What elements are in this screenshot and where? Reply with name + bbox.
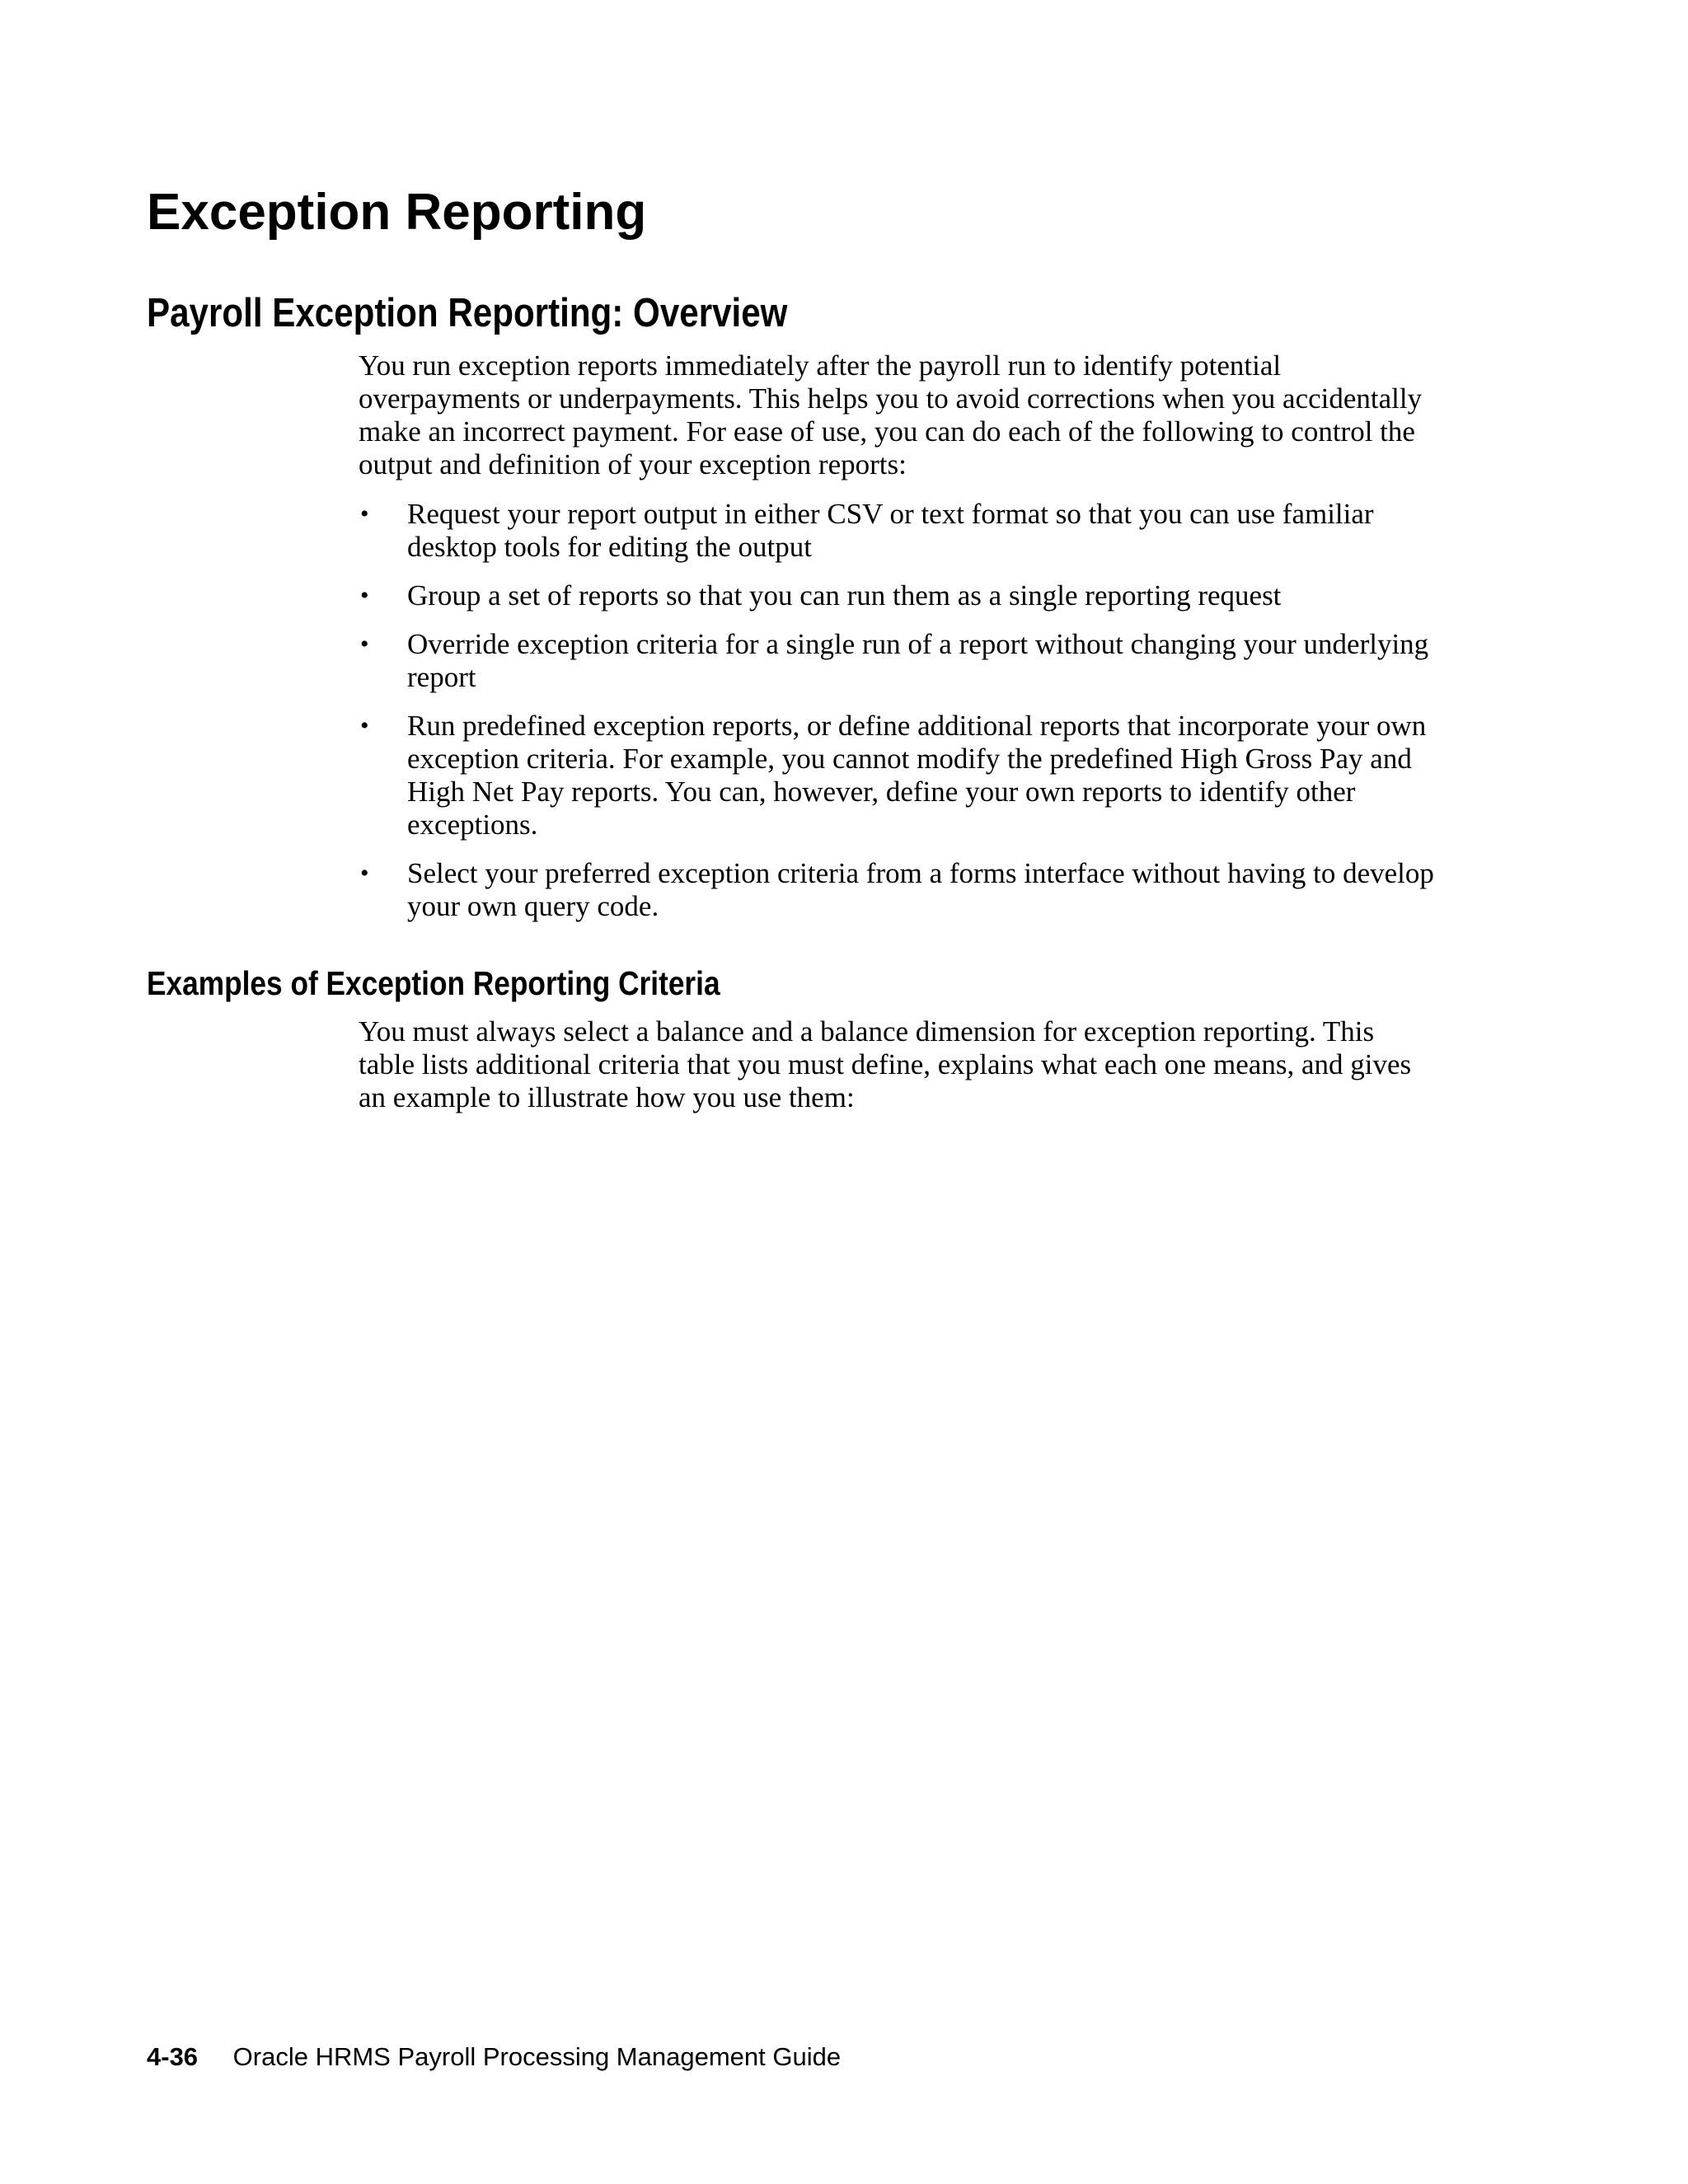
subsection-heading: Examples of Exception Reporting Criteria: [147, 964, 720, 1002]
overview-paragraph: You run exception reports immediately after the payroll run to identify potential overpayments or underpayments. This helps you to avoid corrections when you accidentally make an incorrect payment. For ease of use, you can do each of the following to control the output and definition of your exception reports:: [359, 349, 1423, 480]
bullet-icon: •: [360, 582, 369, 609]
bullet-icon: •: [360, 630, 369, 658]
list-item-text: Override exception criteria for a single run of a report without changing your underlying report: [407, 628, 1429, 693]
list-item-text: Run predefined exception reports, or define additional reports that incorporate your own exception criteria. For example, you cannot modify the predefined High Gross Pay and High Net Pay reports. You can, however, define your own reports to identify other exceptions.: [407, 710, 1427, 841]
list-item: [359, 498, 1447, 564]
exception-report-options-list: [359, 498, 1447, 939]
list-item: [359, 579, 1447, 612]
page-number: 4-36: [147, 2042, 199, 2071]
page-footer: [147, 2042, 841, 2072]
list-item: [359, 857, 1447, 923]
bullet-icon: •: [360, 712, 369, 739]
list-item-text: Request your report output in either CSV or text format so that you can use familiar desktop tools for editing the output: [407, 498, 1374, 563]
list-item: [359, 628, 1447, 694]
list-item: [359, 710, 1447, 841]
section-heading: Payroll Exception Reporting: Overview: [147, 291, 788, 335]
list-item-text: Select your preferred exception criteria from a forms interface without having to develop your own query code.: [407, 857, 1434, 922]
criteria-paragraph: You must always select a balance and a balance dimension for exception reporting. This table lists additional criteria that you must define, explains what each one means, and gives an example to illustrate how you use them:: [359, 1015, 1412, 1113]
bullet-icon: •: [360, 500, 369, 527]
list-item-text: Group a set of reports so that you can run them as a single reporting request: [407, 579, 1282, 612]
chapter-heading: Exception Reporting: [147, 184, 647, 241]
guide-title: Oracle HRMS Payroll Processing Management Guide: [232, 2042, 842, 2071]
bullet-icon: •: [360, 860, 369, 887]
